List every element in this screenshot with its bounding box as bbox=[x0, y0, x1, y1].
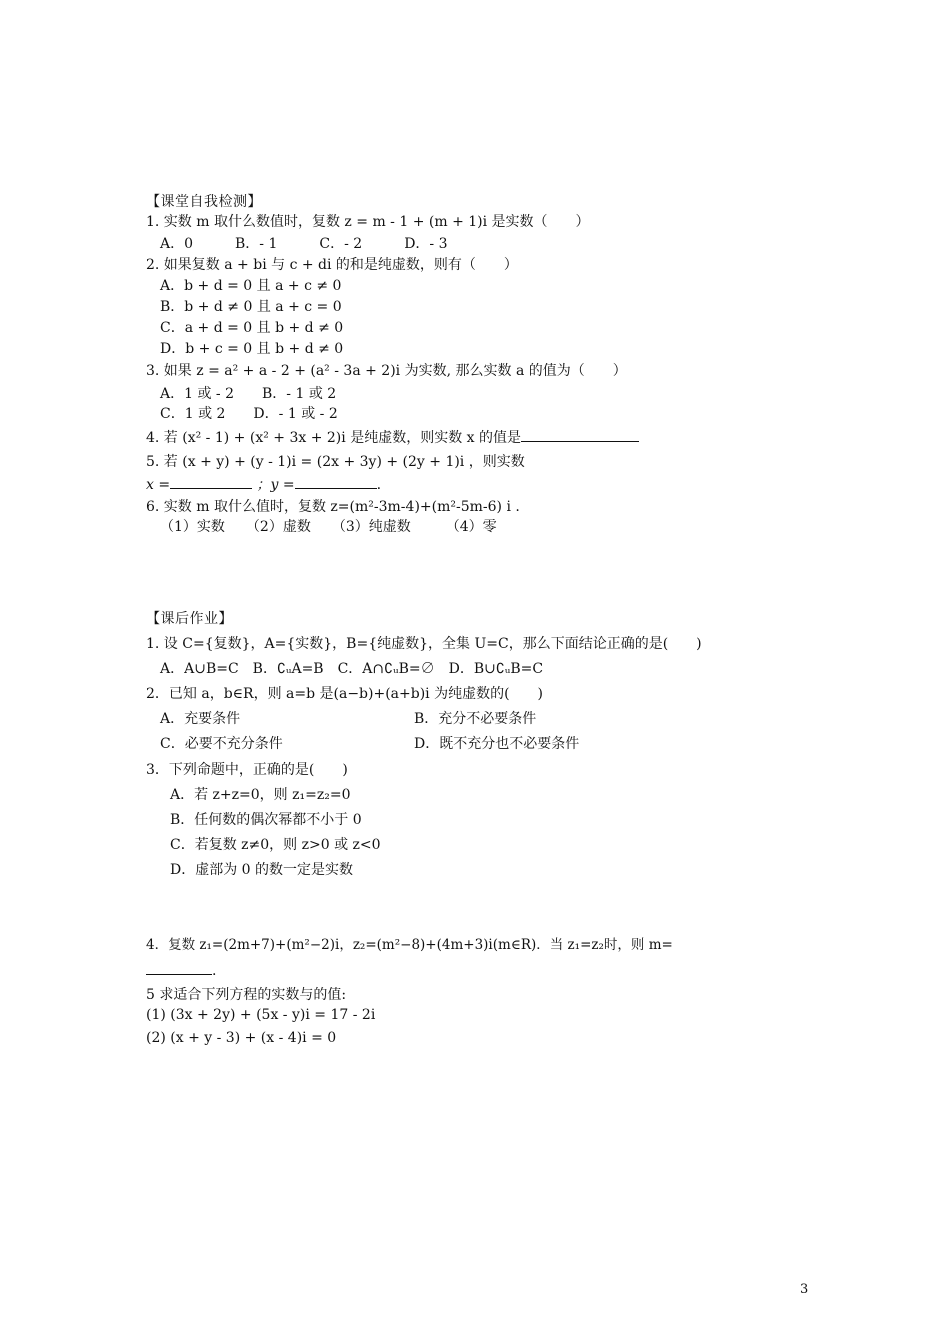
q1-stem: 1. 实数 m 取什么数值时，复数 z = m - 1 + (m + 1)i 是实数（ ） bbox=[146, 214, 590, 230]
q6-stem: 6. 实数 m 取什么值时，复数 z=(m²-3m-4)+(m²-5m-6) i . bbox=[146, 499, 520, 515]
hw-q4-stem: 4．复数 z₁=(2m+7)+(m²−2)i，z₂=(m²−8)+(4m+3)i(m∈R)．当 z₁=z₂时，则 m= bbox=[146, 937, 673, 953]
hw-q3-option-d: D．虚部为 0 的数一定是实数 bbox=[170, 862, 354, 878]
q2-option-c: C．a + d = 0 且 b + d ≠ 0 bbox=[160, 320, 344, 336]
hw-q4-answer-line bbox=[146, 960, 216, 981]
q5-stem: 5. 若 (x + y) + (y - 1)i = (2x + 3y) + (2y + 1)i ，则实数 bbox=[146, 454, 525, 470]
hw-q5-stem: 5 求适合下列方程的实数与的值: bbox=[146, 987, 347, 1003]
hw-q3-option-b: B．任何数的偶次幂都不小于 0 bbox=[170, 812, 362, 828]
hw-q2-option-d: D．既不充分也不必要条件 bbox=[414, 736, 580, 752]
section-header-classroom-check: 【课堂自我检测】 bbox=[146, 194, 262, 210]
hw-q3-option-c: C．若复数 z≠0，则 z>0 或 z<0 bbox=[170, 837, 381, 853]
hw-q5-part1: (1) (3x + 2y) + (5x - y)i = 17 - 2i bbox=[146, 1007, 376, 1023]
section-header-homework: 【课后作业】 bbox=[146, 611, 233, 627]
q1-options: A．0 B．- 1 C．- 2 D．- 3 bbox=[160, 236, 448, 252]
q5-period: . bbox=[376, 477, 382, 493]
hw-q1-options: A．A∪B=C B．∁ᵤA=B C．A∩∁ᵤB=∅ D．B∪∁ᵤB=C bbox=[160, 661, 544, 677]
q2-option-d: D．b + c = 0 且 b + d ≠ 0 bbox=[160, 341, 344, 357]
q3-options-ab: A．1 或 - 2 B．- 1 或 2 bbox=[160, 386, 337, 402]
hw-q3-option-a: A．若 z+z=0，则 z₁=z₂=0 bbox=[170, 787, 351, 803]
q5-x-blank[interactable] bbox=[170, 474, 252, 489]
hw-q5-part2: (2) (x + y - 3) + (x - 4)i = 0 bbox=[146, 1030, 337, 1046]
hw-q2-option-a: A．充要条件 bbox=[160, 711, 241, 727]
q5-x-label: x = bbox=[146, 477, 171, 493]
hw-q4-answer-blank[interactable] bbox=[146, 960, 212, 975]
hw-q2-option-c: C．必要不充分条件 bbox=[160, 736, 283, 752]
hw-q1-stem: 1. 设 C={复数}，A={实数}，B={纯虚数}，全集 U=C，那么下面结论正确的是( ) bbox=[146, 636, 702, 652]
hw-q2-stem: 2．已知 a，b∈R，则 a=b 是(a−b)+(a+b)i 为纯虚数的( ) bbox=[146, 686, 544, 702]
q2-stem: 2. 如果复数 a + bi 与 c + di 的和是纯虚数，则有（ ） bbox=[146, 257, 518, 273]
hw-q2-option-b: B．充分不必要条件 bbox=[414, 711, 537, 727]
q2-option-b: B．b + d ≠ 0 且 a + c = 0 bbox=[160, 299, 342, 315]
q4-answer-blank[interactable] bbox=[521, 427, 639, 442]
q5-y-blank[interactable] bbox=[295, 474, 377, 489]
q4-text: 4. 若 (x² - 1) + (x² + 3x + 2)i 是纯虚数，则实数 x 的值是 bbox=[146, 430, 521, 446]
q2-option-a: A．b + d = 0 且 a + c ≠ 0 bbox=[160, 278, 342, 294]
q6-options: （1）实数 （2）虚数 （3）纯虚数 （4）零 bbox=[160, 519, 497, 535]
q4-stem bbox=[146, 427, 639, 448]
q5-answers bbox=[146, 474, 381, 495]
q5-y-label: ；y = bbox=[256, 477, 295, 493]
q3-stem: 3. 如果 z = a² + a - 2 + (a² - 3a + 2)i 为实数, 那么实数 a 的值为（ ） bbox=[146, 363, 627, 379]
page-number: 3 bbox=[800, 1282, 809, 1297]
q3-options-cd: C．1 或 2 D．- 1 或 - 2 bbox=[160, 406, 338, 422]
hw-q4-period: . bbox=[212, 963, 217, 979]
hw-q3-stem: 3．下列命题中，正确的是( ) bbox=[146, 762, 348, 778]
